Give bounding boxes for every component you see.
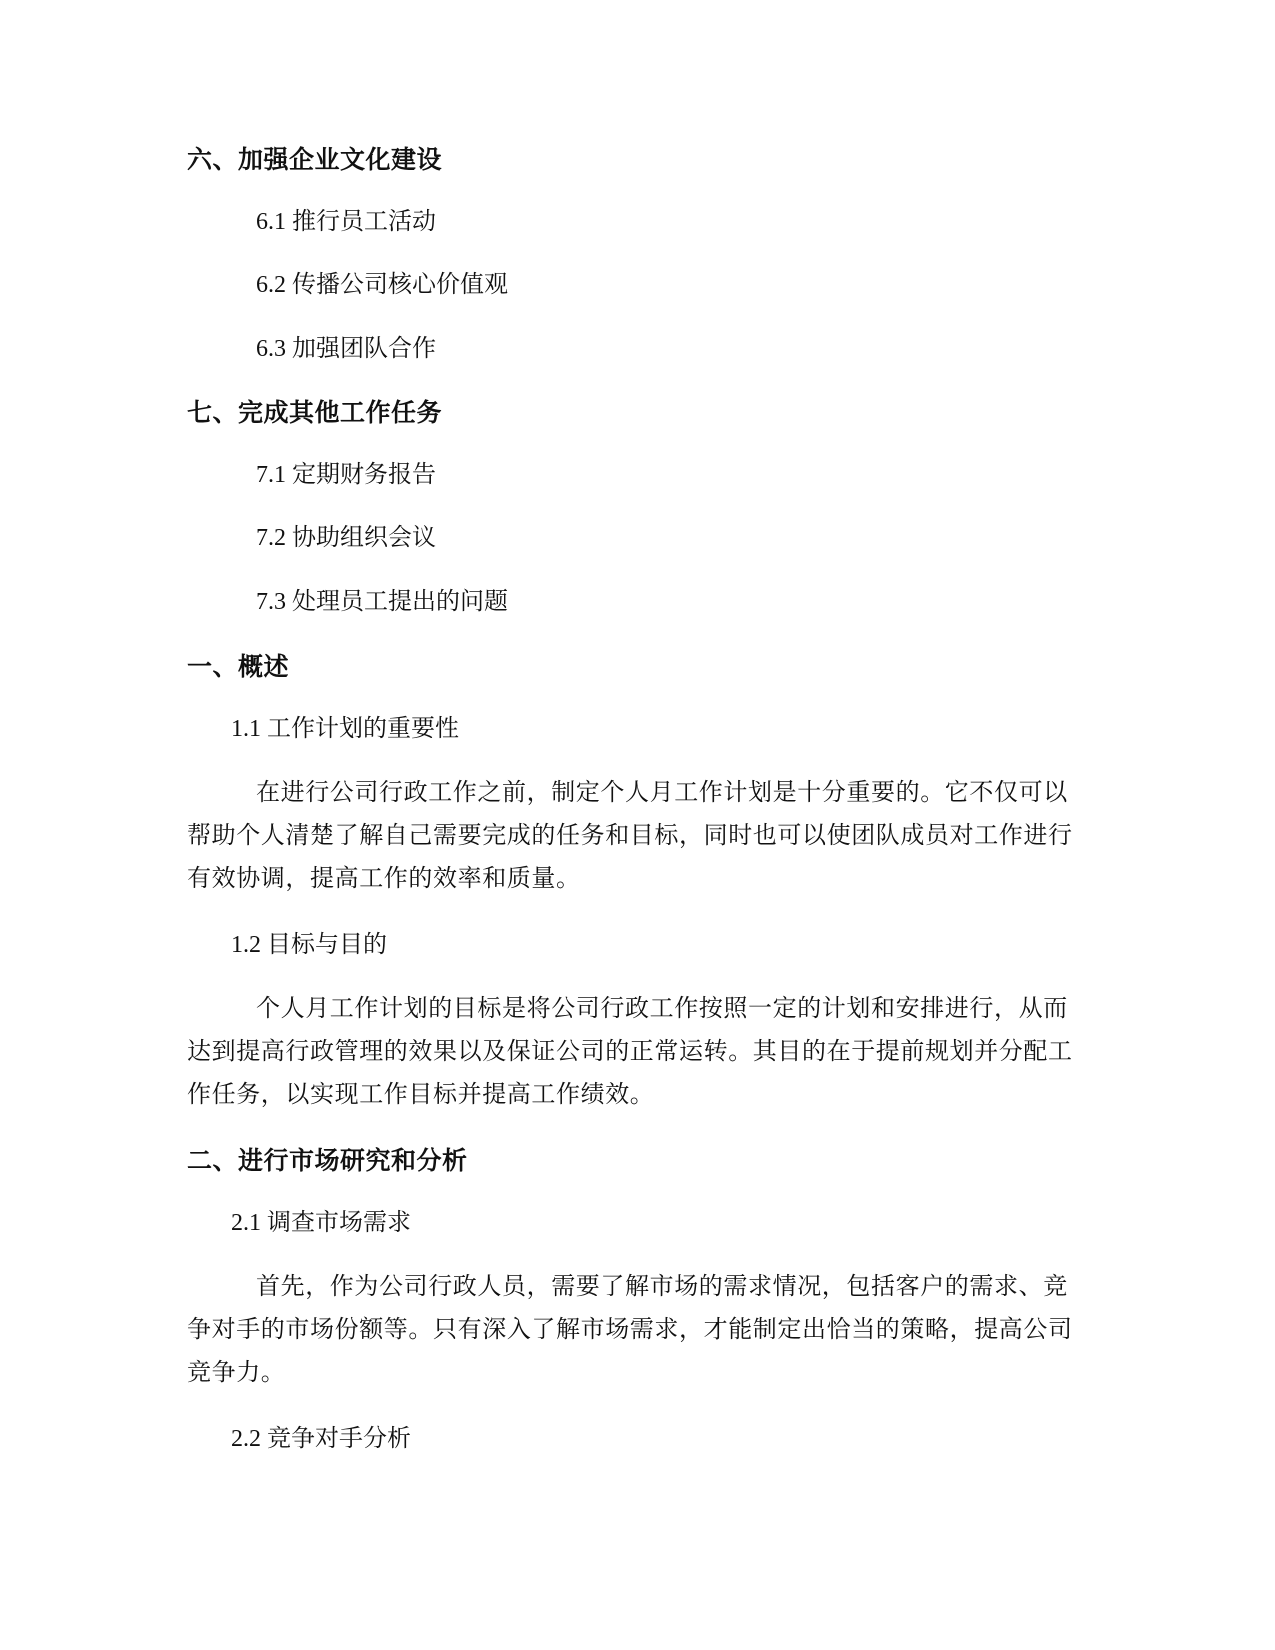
list-item-6-3: 6.3 加强团队合作 [256,336,436,362]
subsection-title-1-2: 1.2 目标与目的 [231,932,387,958]
paragraph-1-1: 在进行公司行政工作之前，制定个人月工作计划是十分重要的。它不仅可以帮助个人清楚了解自己需要完成的任务和目标，同时也可以使团队成员对工作进行有效协调，提高工作的效率和质量。 [187,780,1073,892]
section-heading-culture: 六、加强企业文化建设 [187,145,443,174]
subsection-title-1-1: 1.1 工作计划的重要性 [231,716,459,742]
subsection-title-2-1: 2.1 调查市场需求 [231,1210,411,1236]
paragraph-2-1: 首先，作为公司行政人员，需要了解市场的需求情况，包括客户的需求、竞争对手的市场份额等。只有深入了解市场需求，才能制定出恰当的策略，提高公司竞争力。 [187,1274,1073,1386]
section-heading-overview: 一、概述 [187,652,290,681]
list-item-7-3: 7.3 处理员工提出的问题 [256,589,508,615]
section-heading-market-research: 二、进行市场研究和分析 [187,1146,468,1175]
list-item-7-2: 7.2 协助组织会议 [256,525,436,551]
list-item-7-1: 7.1 定期财务报告 [256,462,436,488]
list-item-6-1: 6.1 推行员工活动 [256,209,436,235]
subsection-title-2-2: 2.2 竞争对手分析 [231,1426,411,1452]
list-item-6-2: 6.2 传播公司核心价值观 [256,272,508,298]
paragraph-1-2: 个人月工作计划的目标是将公司行政工作按照一定的计划和安排进行，从而达到提高行政管理的效果以及保证公司的正常运转。其目的在于提前规划并分配工作任务，以实现工作目标并提高工作绩效。 [187,996,1073,1108]
section-heading-other-tasks: 七、完成其他工作任务 [187,398,443,427]
